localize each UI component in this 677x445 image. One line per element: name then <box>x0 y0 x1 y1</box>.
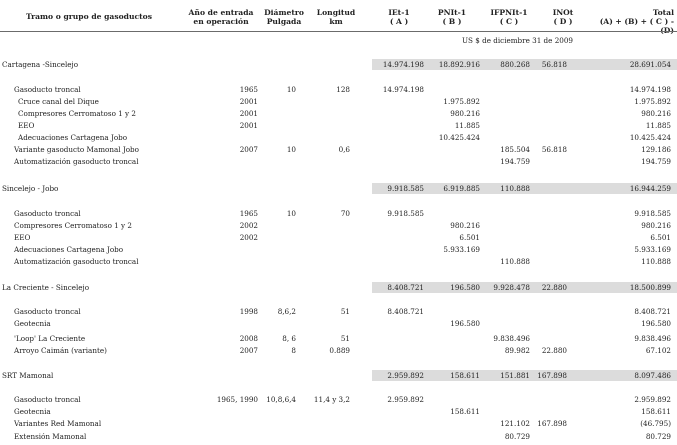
cell-ino: 167.898 <box>537 371 567 380</box>
cell-total: 6.501 <box>650 233 671 242</box>
item-name: Compresores Cerromatoso 1 y 2 <box>18 109 136 118</box>
header-ino-line2: ( D ) <box>553 17 573 26</box>
table-row <box>0 431 677 442</box>
cell-pn: 18.892.916 <box>438 60 480 69</box>
cell-long: 51 <box>340 334 350 343</box>
header-anio <box>188 8 254 26</box>
cell-anio: 2007 <box>239 346 258 355</box>
header-longitud <box>314 8 358 26</box>
cell-ino: 56.818 <box>541 145 567 154</box>
group-row-shading <box>0 370 372 381</box>
group-row <box>0 183 677 194</box>
cell-total: 5.933.169 <box>634 245 671 254</box>
cell-diam: 10,8,6,4 <box>266 395 296 404</box>
cell-pn: 10.425.424 <box>438 133 480 142</box>
cell-anio: 2001 <box>239 109 258 118</box>
table-row <box>0 208 677 219</box>
cell-total: 14.974.198 <box>629 85 671 94</box>
header-ino-line1: INOt <box>552 8 574 17</box>
header-ifpn-line2: ( C ) <box>499 17 519 26</box>
cell-pn: 158.611 <box>450 371 480 380</box>
cell-total: 28.691.054 <box>629 60 671 69</box>
cell-ie: 8.408.721 <box>387 283 424 292</box>
cell-ie: 14.974.198 <box>382 60 424 69</box>
cell-diam: 8, 6 <box>282 334 296 343</box>
table-row <box>0 96 677 107</box>
cell-anio: 1965, 1990 <box>216 395 258 404</box>
header-pn-line1: PNIt-1 <box>437 8 467 17</box>
cell-long: 11,4 y 3,2 <box>313 395 350 404</box>
table-row <box>0 156 677 167</box>
cell-anio: 2007 <box>239 145 258 154</box>
table-row <box>0 333 677 344</box>
cell-diam: 10 <box>286 145 296 154</box>
item-name: Compresores Cerromatoso 1 y 2 <box>14 221 132 230</box>
cell-total: 980.216 <box>641 221 671 230</box>
cell-pn: 5.933.169 <box>443 245 480 254</box>
units-note: US $ de diciembre 31 de 2009 <box>462 36 573 45</box>
cell-ifpn: 9.838.496 <box>493 334 530 343</box>
cell-ino: 167.898 <box>537 419 567 428</box>
group-name: Sincelejo - Jobo <box>2 184 59 193</box>
cell-anio: 1998 <box>239 307 258 316</box>
cell-total: 80.729 <box>645 432 671 441</box>
header-anio-line1: Año de entrada <box>188 8 254 17</box>
header-diametro <box>262 8 306 26</box>
cell-pn: 196.580 <box>450 319 480 328</box>
cell-long: 0.889 <box>329 346 350 355</box>
group-row <box>0 282 677 293</box>
cell-diam: 8,6,2 <box>277 307 296 316</box>
cell-total: 18.500.899 <box>629 283 671 292</box>
cell-pn: 6.919.885 <box>443 184 480 193</box>
cell-pn: 1.975.892 <box>443 97 480 106</box>
header-ie <box>376 8 422 26</box>
cell-pn: 6.501 <box>459 233 480 242</box>
item-name: Geotecnia <box>14 319 51 328</box>
header-diametro-line2: Pulgada <box>266 17 302 26</box>
item-name: Automatización gasoducto troncal <box>14 157 139 166</box>
cell-diam: 10 <box>286 209 296 218</box>
header-pn <box>428 8 476 26</box>
cell-long: 128 <box>336 85 350 94</box>
cell-total: 8.097.486 <box>634 371 671 380</box>
cell-ifpn: 89.982 <box>504 346 530 355</box>
cell-ifpn: 9.928.478 <box>493 283 530 292</box>
header-ie-line1: IEt-1 <box>388 8 410 17</box>
table-row <box>0 144 677 155</box>
cell-pn: 980.216 <box>450 221 480 230</box>
group-name: La Creciente - Sincelejo <box>2 283 90 292</box>
cell-anio: 2002 <box>239 221 258 230</box>
cell-long: 0,6 <box>338 145 350 154</box>
cell-ifpn: 151.881 <box>500 371 530 380</box>
cell-diam: 10 <box>286 85 296 94</box>
cell-anio: 1965 <box>239 85 258 94</box>
cell-ifpn: 880.268 <box>500 60 530 69</box>
table-row <box>0 394 677 405</box>
cell-ie: 9.918.585 <box>387 184 424 193</box>
cell-total: 11.885 <box>645 121 671 130</box>
table-row <box>0 244 677 255</box>
header-ino <box>543 8 583 26</box>
item-name: Variantes Red Mamonal <box>14 419 102 428</box>
cell-total: 110.888 <box>641 257 671 266</box>
cell-total: 980.216 <box>641 109 671 118</box>
header-top-rule <box>0 31 677 32</box>
cell-ifpn: 185.504 <box>500 145 530 154</box>
header-ifpn-line1: IFPNIt-1 <box>490 8 528 17</box>
cell-anio: 1965 <box>239 209 258 218</box>
header-total-line2: (A) + (B) + ( C ) - <box>599 17 674 26</box>
item-name: EEO <box>18 121 35 130</box>
item-name: Adecuaciones Cartagena Jobo <box>14 245 124 254</box>
cell-total: 67.102 <box>645 346 671 355</box>
cell-total: 16.944.259 <box>629 184 671 193</box>
cell-total: 8.408.721 <box>634 307 671 316</box>
cell-ie: 9.918.585 <box>387 209 424 218</box>
table-row <box>0 345 677 356</box>
header-longitud-line1: Longitud <box>316 8 356 17</box>
cell-total: 129.186 <box>641 145 671 154</box>
table-row <box>0 84 677 95</box>
table-row <box>0 132 677 143</box>
table-row <box>0 232 677 243</box>
header-ifpn <box>483 8 535 26</box>
cell-anio: 2001 <box>239 121 258 130</box>
table-row <box>0 318 677 329</box>
item-name: Automatización gasoducto troncal <box>14 257 139 266</box>
cell-anio: 2001 <box>239 97 258 106</box>
cell-total: 196.580 <box>641 319 671 328</box>
item-name: Variante gasoducto Mamonal Jobo <box>14 145 139 154</box>
table-row <box>0 256 677 267</box>
cell-total: 194.759 <box>641 157 671 166</box>
group-name: Cartagena -Sincelejo <box>2 60 79 69</box>
cell-ie: 2.959.892 <box>387 371 424 380</box>
cell-long: 70 <box>340 209 350 218</box>
table-row <box>0 220 677 231</box>
cell-total: 1.975.892 <box>634 97 671 106</box>
cell-diam: 8 <box>291 346 296 355</box>
cell-ifpn: 80.729 <box>504 432 530 441</box>
cell-total: 158.611 <box>641 407 671 416</box>
cell-ino: 56.818 <box>541 60 567 69</box>
header-total-line1: Total <box>652 8 674 17</box>
cell-long: 51 <box>340 307 350 316</box>
group-row <box>0 59 677 70</box>
table-row <box>0 120 677 131</box>
cell-ino: 22.880 <box>541 346 567 355</box>
table-row <box>0 418 677 429</box>
item-name: EEO <box>14 233 31 242</box>
cell-ino: 22.880 <box>541 283 567 292</box>
cell-ifpn: 110.888 <box>500 257 530 266</box>
item-name: Gasoducto troncal <box>14 209 81 218</box>
cell-ie: 14.974.198 <box>382 85 424 94</box>
header-anio-line2: en operación <box>193 17 249 26</box>
header-ie-line2: ( A ) <box>389 17 409 26</box>
header-diametro-line1: Diámetro <box>264 8 304 17</box>
item-name: Adecuaciones Cartagena Jobo <box>18 133 128 142</box>
cell-pn: 980.216 <box>450 109 480 118</box>
cell-pn: 196.580 <box>450 283 480 292</box>
group-row <box>0 370 677 381</box>
cell-total: 2.959.892 <box>634 395 671 404</box>
table-row <box>0 406 677 417</box>
table-row <box>0 108 677 119</box>
item-name: Arroyo Caimán (variante) <box>14 346 107 355</box>
item-name: Geotecnia <box>14 407 51 416</box>
item-name: Extensión Mamonal <box>14 432 87 441</box>
cell-ie: 2.959.892 <box>387 395 424 404</box>
cell-total: (46.795) <box>640 419 671 428</box>
cell-total: 9.918.585 <box>634 209 671 218</box>
cell-ie: 8.408.721 <box>387 307 424 316</box>
item-name: 'Loop' La Creciente <box>14 334 86 343</box>
cell-anio: 2002 <box>239 233 258 242</box>
cell-ifpn: 194.759 <box>500 157 530 166</box>
item-name: Gasoducto troncal <box>14 307 81 316</box>
header-pn-line2: ( B ) <box>442 17 462 26</box>
cell-anio: 2008 <box>239 334 258 343</box>
table-row <box>0 306 677 317</box>
cell-pn: 158.611 <box>450 407 480 416</box>
cell-total: 9.838.496 <box>634 334 671 343</box>
item-name: Gasoducto troncal <box>14 395 81 404</box>
cell-pn: 11.885 <box>454 121 480 130</box>
item-name: Cruce canal del Dique <box>18 97 99 106</box>
cell-ifpn: 121.102 <box>500 419 530 428</box>
cell-total: 10.425.424 <box>629 133 671 142</box>
group-name: SRT Mamonal <box>2 371 54 380</box>
header-tramo: Tramo o grupo de gasoductos <box>26 12 152 21</box>
cell-ifpn: 110.888 <box>500 184 530 193</box>
item-name: Gasoducto troncal <box>14 85 81 94</box>
header-longitud-line2: km <box>329 17 343 26</box>
